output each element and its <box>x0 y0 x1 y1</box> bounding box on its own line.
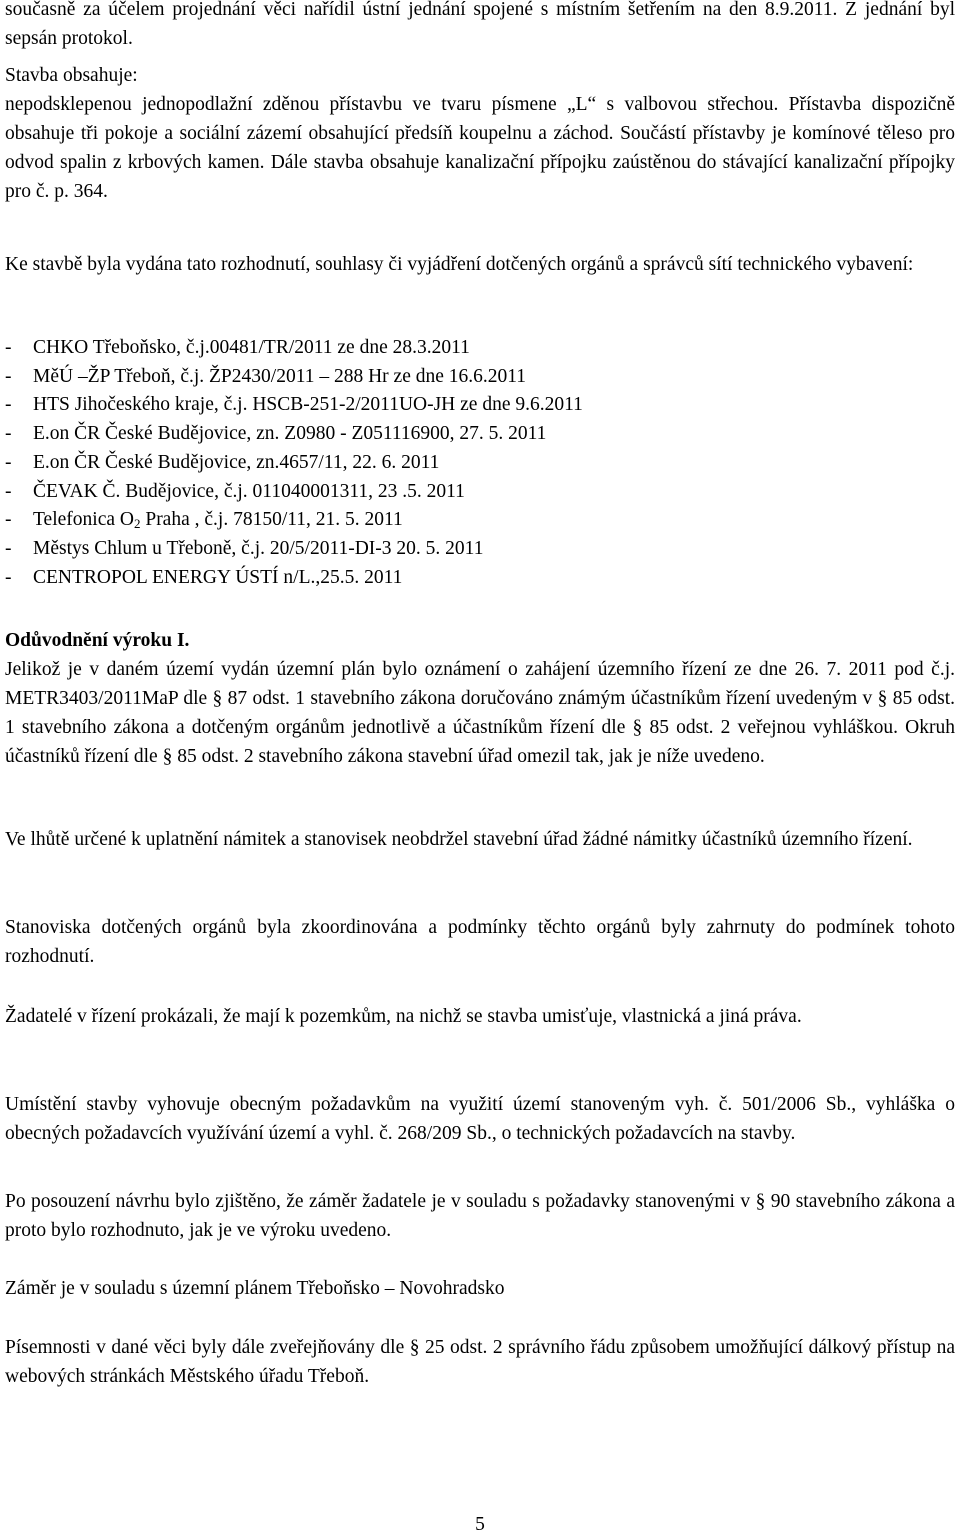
list-item: - CHKO Třeboňsko, č.j.00481/TR/2011 ze dne 28.3.2011 <box>5 337 470 358</box>
paragraph-6: Po posouzení návrhu bylo zjištěno, že záměr žadatele je v souladu s požadavky stanovenými v § 90 stavebního zákona a proto bylo rozhodnuto, jak je ve výroku uvedeno. <box>5 1191 955 1241</box>
list-item: - E.on ČR České Budějovice, zn.4657/11, 22. 6. 2011 <box>5 451 440 473</box>
paragraph-7: Záměr je v souladu s územní plánem Třeboňsko – Novohradsko <box>5 1278 505 1299</box>
vyjadreni-list <box>5 334 955 592</box>
list-item: - Telefonica $O_2$ Praha , č.j. 78150/11, 21. 5. 2011 <box>5 509 403 532</box>
list-item: - HTS Jihočeského kraje, č.j. HSCB-251-2/2011UO-JH ze dne 9.6.2011 <box>5 394 583 416</box>
paragraph-5: Umístění stavby vyhovuje obecným požadavkům na využití území stanoveným vyh. č. 501/2006 Sb., vyhláška o obecných požadavcích využívání území a vyhl. č. 268/209 Sb., o technických požadavcích na stavby. <box>5 1094 955 1144</box>
list-item: - CENTROPOL ENERGY ÚSTÍ n/L.,25.5. 2011 <box>5 566 403 588</box>
stavba-paragraph: nepodsklepenou jednopodlažní zděnou přístavbu ve tvaru písmene „L“ s valbovou střechou. Přístavba dispozičně obsahuje tři pokoje a sociální zázemí obsahující předsíň koupelnu a záchod. Součástí přístavby je komínové těleso pro odvod spalin z krbových kamen. Dále stavba obsahuje kanalizační přípojku zaústěnou do stávající kanalizační přípojky pro č. p. 364. <box>5 94 955 202</box>
list-item: - MěÚ –ŽP Třeboň, č.j. ŽP2430/2011 – 288 Hr ze dne 16.6.2011 <box>5 365 527 387</box>
paragraph-1: Jelikož je v daném území vydán územní plán bylo oznámení o zahájení územního řízení ze dne 26. 7. 2011 pod č.j. METR3403/2011MaP dle § 87 odst. 1 stavebního zákona doručováno známým účastníkům řízení uvedeným v § 85 odst. 1 stavebního zákona a dotčeným orgánům jednotlivě a účastníkům řízení dle § 85 odst. 2 veřejnou vyhláškou. Okruh účastníků řízení dle § 85 odst. 2 stavebního zákona stavební úřad omezil tak, jak je níže uvedeno. <box>5 659 955 767</box>
list-item: - E.on ČR České Budějovice, zn. Z0980 - Z051116900, 27. 5. 2011 <box>5 423 547 445</box>
section-heading: Odůvodnění výroku I. <box>5 630 190 651</box>
paragraph-2: Ve lhůtě určené k uplatnění námitek a stanovisek neobdržel stavební úřad žádné námitky účastníků územního řízení. <box>5 829 913 850</box>
list-item: - Městys Chlum u Třeboně, č.j. 20/5/2011-DI-3 20. 5. 2011 <box>5 537 484 559</box>
page-number: 5 <box>475 1514 485 1535</box>
intro-paragraph: současně za účelem projednání věci nařídil ústní jednání spojené s místním šetřením na den 8.9.2011. Z jednání byl sepsán protokol. <box>5 0 955 49</box>
stavba-title: Stavba obsahuje: <box>5 65 138 86</box>
list-item: - ČEVAK Č. Budějovice, č.j. 011040001311, 23 .5. 2011 <box>5 480 465 502</box>
paragraph-4: Žadatelé v řízení prokázali, že mají k pozemkům, na nichž se stavba umisťuje, vlastnická a jiná práva. <box>5 1006 802 1027</box>
paragraph-3: Stanoviska dotčených orgánů byla zkoordinována a podmínky těchto orgánů byly zahrnuty do podmínek tohoto rozhodnutí. <box>5 917 955 967</box>
paragraph-8: Písemnosti v dané věci byly dále zveřejňovány dle § 25 odst. 2 správního řádu způsobem umožňující dálkový přístup na webových stránkách Městského úřadu Třeboň. <box>5 1337 955 1387</box>
vyjadreni-intro: Ke stavbě byla vydána tato rozhodnutí, souhlasy či vyjádření dotčených orgánů a správců sítí technického vybavení: <box>5 254 914 275</box>
subscript: 2 <box>133 516 141 532</box>
